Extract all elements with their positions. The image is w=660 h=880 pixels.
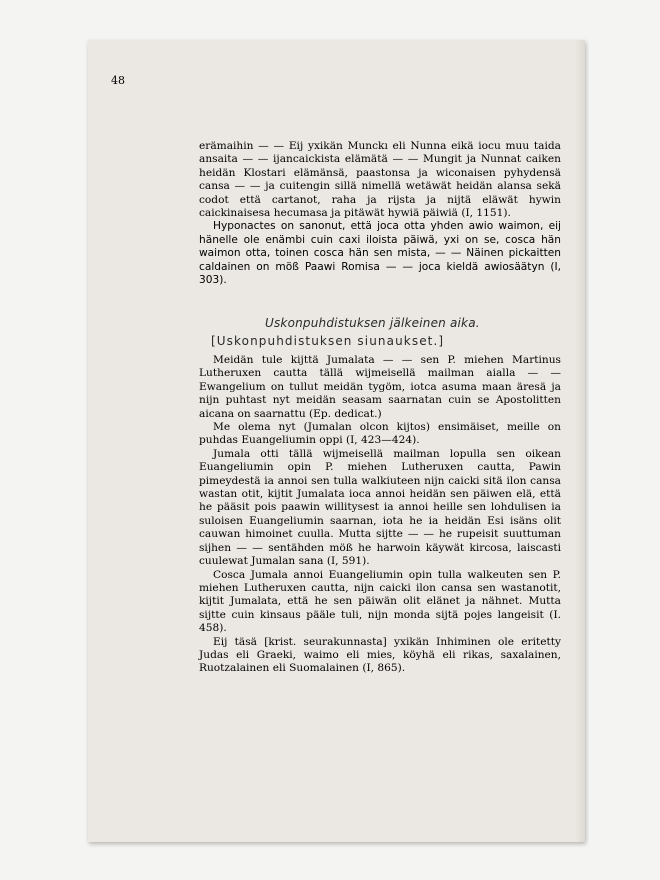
text-block-top [199, 140, 561, 287]
section-title: Uskonpuhdistuksen jälkeinen aika. [265, 316, 480, 330]
paragraph: Me olema nyt (Jumalan olcon kijtos) ensimäiset, meille on puhdas Euangeliumin oppi (I, 423—424). [199, 421, 561, 447]
paragraph: Meidän tule kijttä Jumalata — — sen P. miehen Martinus Lutheruxen cautta tällä wijmeisellä mailman aialla — — Ewangelium on tullut meidän tygöm, iotca asuma maan äresä ja nijn puhtast nyt meidän seasam saarnatan cuin se Apostolitten aicana on saarnattu (Ep. dedicat.) [199, 354, 561, 420]
paragraph: Cosca Jumala annoi Euangeliumin opin tulla walkeuten sen P. miehen Lutheruxen cautta, nijn caicki ilon cansa sen wastanotit, kijtit Jumalata, että he sen päiwän olit elänet ja nähnet. Mutta sijtte cuin kinsaus pääle tuli, nijn monda sijtä pojes langeisit (I. 458). [199, 568, 561, 635]
paragraph: erämaihin — — Eij yxikän Munckı eli Nunna eikä iocu muu taida ansaita — — ijancaickista elämätä — — Mungit ja Nunnat caiken heidän Klostari elämänsä, paastonsa ja wiconaisen pyhydensä cansa — — ja cuitengin sillä nimellä wetäwät heidän alansa sekä codot että cartanot, raha ja rijsta ja nijtä eläwät hywin caickinaisesa hecumasa ja pitäwät hywiä päiwiä (I, 1151). [199, 140, 561, 220]
text-block-bottom [199, 354, 561, 676]
paragraph: Hyponactes on sanonut, että joca otta yhden awio waimon, eij hänelle ole enämbi cuin caxi iloista päiwä, yxi on se, cosca hän waimon otta, toinen cosca hän sen mista, — — Näinen pickaitten caldainen on möß Paawi Romisa — — joca kieldä awiosäätyn (I, 303). [199, 220, 561, 287]
subsection-title: [Uskonpuhdistuksen siunaukset.] [211, 334, 445, 348]
page-edge [575, 40, 585, 842]
page-number: 48 [111, 74, 125, 87]
paragraph: Jumala otti tällä wijmeisellä mailman lopulla sen oikean Euangeliumin opin P. miehen Lutheruxen cautta, Pawin pimeydestä ia annoi sen tulla walkiuteen nijn caicki sitä ilon cansa wastan otit, kijtit Jumalata ioca annoi heidän sen päiwen elä, että he pääsit pois paawin willitysest ia annoi heille sen lohdulisen ia suloisen Euangeliumin saarnan, iota he ia heidän Esi isäns olit cauwan himoinet cuulla. Mutta sijtte — — he rupeisit suuttuman sijhen — — sentähden möß he harwoin käywät kircosa, laiscasti cuulewat Jumalan sana (I, 591). [199, 447, 561, 568]
paragraph: Eij täsä [krist. seurakunnasta] yxikän Inhiminen ole eritetty Judas eli Graeki, waimo eli mies, köyhä eli rikas, saxalainen, Ruotzalainen eli Suomalainen (I, 865). [199, 635, 561, 675]
